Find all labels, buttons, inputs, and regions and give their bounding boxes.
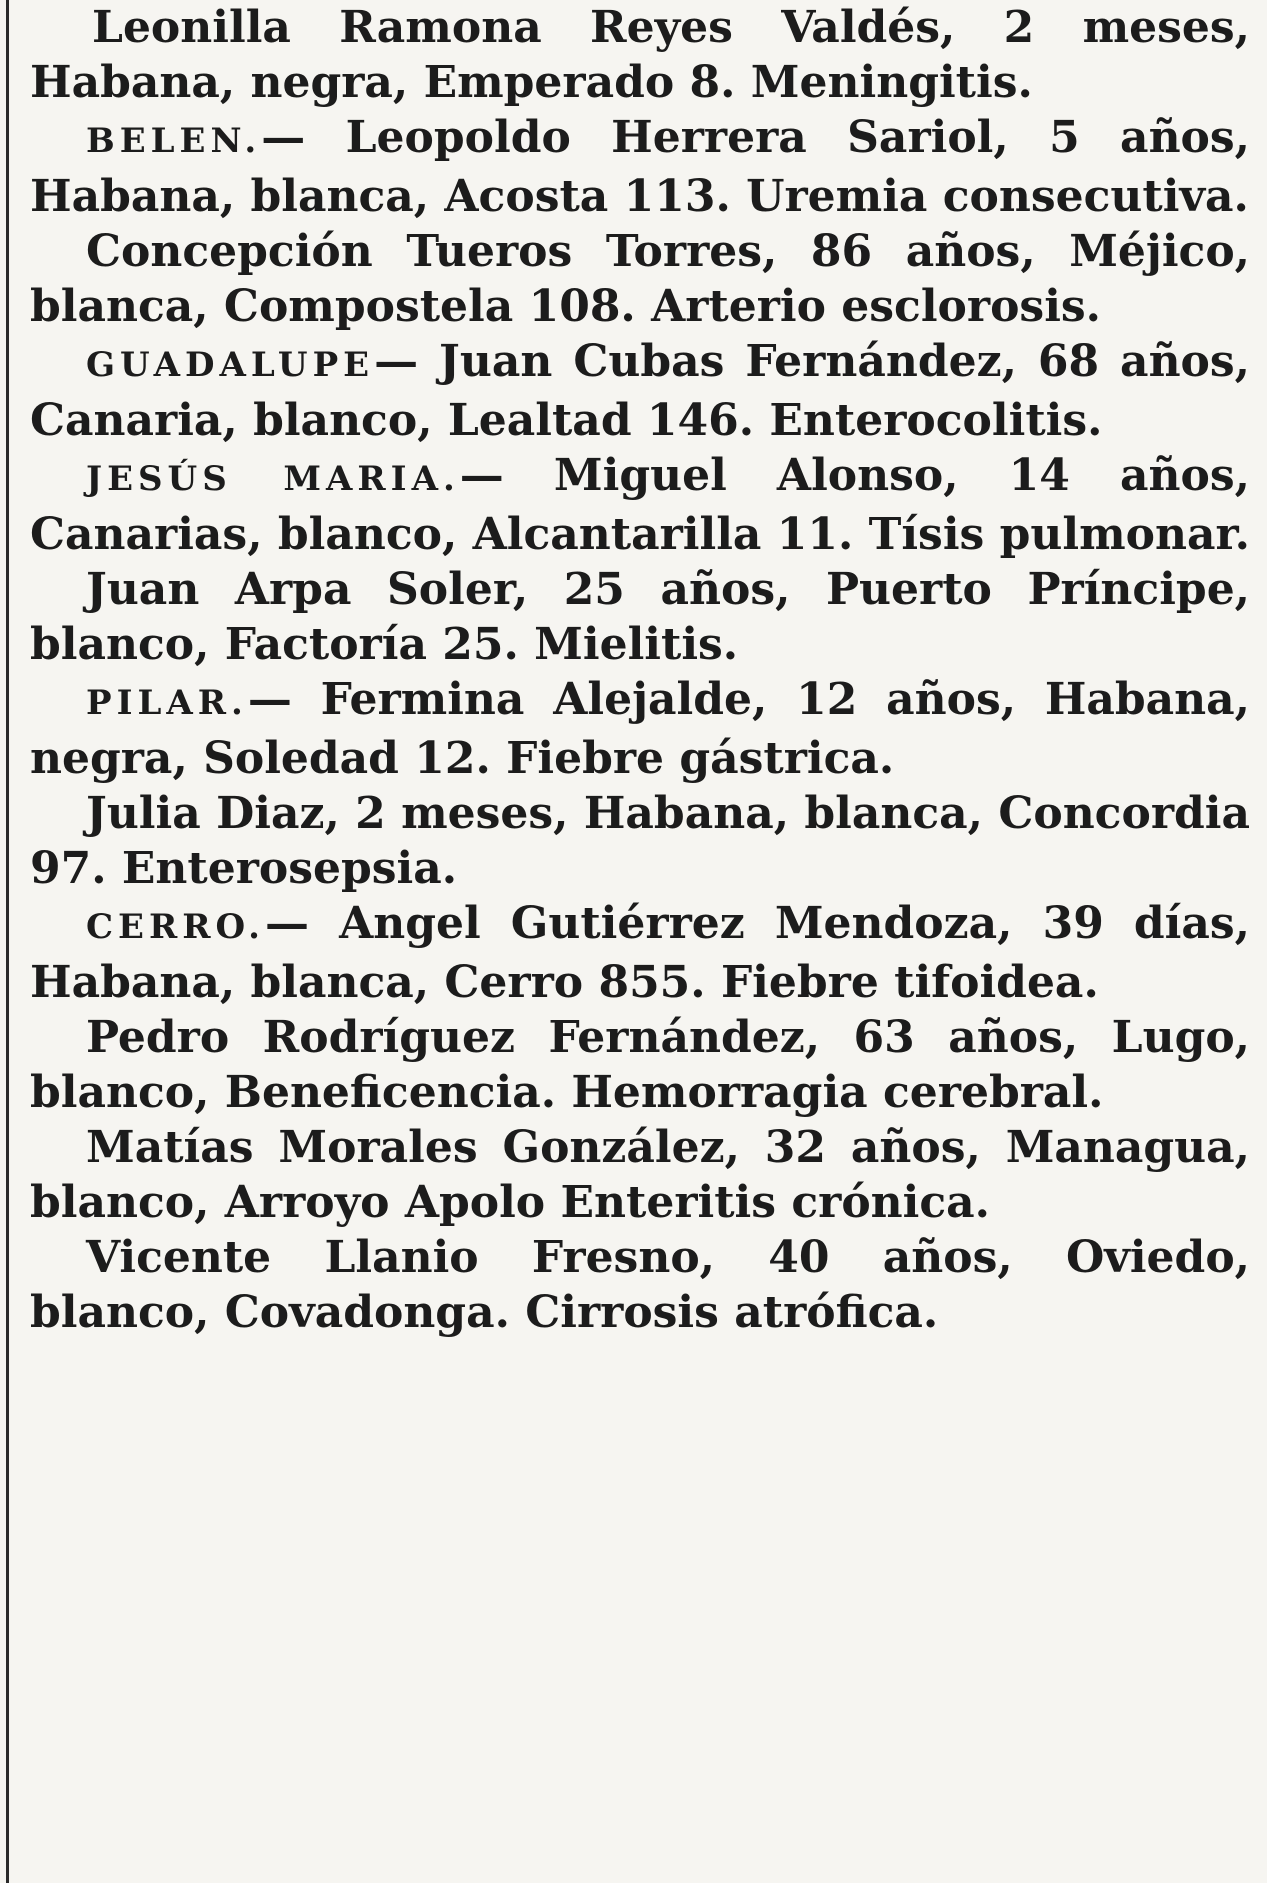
entry-text: Leonilla Ramona Reyes Valdés, 2 meses, Habana, negra, Emperado 8. Meningitis.: [30, 2, 1250, 108]
obituary-column: [30, 0, 1250, 1340]
parish-heading-guadalupe: GUADALUPE: [86, 345, 375, 385]
entry-text: Miguel Alonso, 14 años, Canarias, blanco, Alcantarilla 11. Tísis pulmonar.: [30, 450, 1250, 560]
entry-text: Julia Diaz, 2 meses, Habana, blanca, Concordia 97. Enterosepsia.: [30, 788, 1250, 894]
parish-heading-cerro: CERRO.: [86, 907, 265, 947]
entry-11: [30, 1120, 1250, 1230]
entry-3: [30, 224, 1250, 334]
entry-2: [30, 110, 1250, 224]
em-dash: —: [374, 336, 419, 387]
em-dash: —: [459, 450, 504, 501]
parish-heading-belen: BELEN.: [86, 121, 262, 161]
entry-4: [30, 334, 1250, 448]
em-dash: —: [247, 674, 292, 725]
em-dash: —: [264, 898, 309, 949]
entry-text: Juan Arpa Soler, 25 años, Puerto Príncipe, blanco, Factoría 25. Mielitis.: [30, 564, 1250, 670]
entry-12: [30, 1230, 1250, 1340]
entry-text: Fermina Alejalde, 12 años, Habana, negra, Soledad 12. Fiebre gástrica.: [30, 674, 1250, 784]
entry-10: [30, 1010, 1250, 1120]
parish-heading-jesus-maria: JESÚS MARIA.: [86, 459, 460, 499]
entry-1: [30, 0, 1250, 110]
entry-text: Matías Morales González, 32 años, Managua, blanco, Arroyo Apolo Enteritis crónica.: [30, 1122, 1250, 1228]
entry-9: [30, 896, 1250, 1010]
entry-text: Pedro Rodríguez Fernández, 63 años, Lugo, blanco, Beneficencia. Hemorragia cerebral.: [30, 1012, 1250, 1118]
entry-8: [30, 786, 1250, 896]
parish-heading-pilar: PILAR.: [86, 683, 248, 723]
entry-text: Vicente Llanio Fresno, 40 años, Oviedo, blanco, Covadonga. Cirrosis atrófica.: [30, 1232, 1250, 1338]
entry-text: Juan Cubas Fernández, 68 años, Canaria, blanco, Lealtad 146. Enterocolitis.: [30, 336, 1250, 446]
entry-text: Angel Gutiérrez Mendoza, 39 días, Habana, blanca, Cerro 855. Fiebre tifoidea.: [30, 898, 1251, 1008]
em-dash: —: [261, 112, 306, 163]
entry-6: [30, 562, 1250, 672]
column-rule: [6, 0, 9, 1883]
entry-5: [30, 448, 1250, 562]
entry-7: [30, 672, 1250, 786]
entry-text: Concepción Tueros Torres, 86 años, Méjico, blanca, Compostela 108. Arterio esclorosis.: [30, 226, 1250, 332]
entry-text: Leopoldo Herrera Sariol, 5 años, Habana, blanca, Acosta 113. Uremia consecutiva.: [30, 112, 1250, 222]
